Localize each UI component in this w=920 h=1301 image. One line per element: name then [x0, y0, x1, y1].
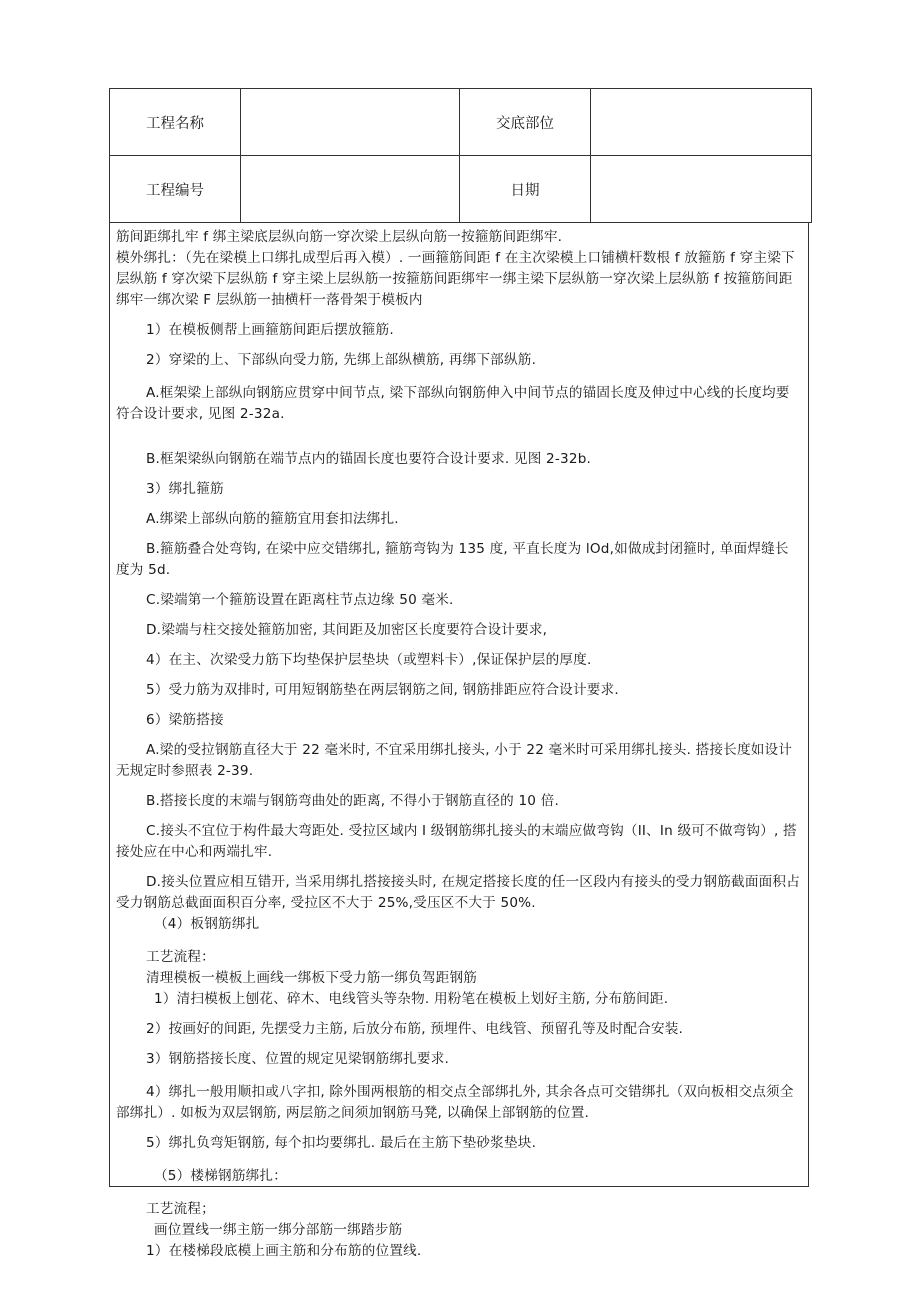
text-line: 1）在模板侧帮上画箍筋间距后摆放箍筋. — [146, 322, 394, 338]
text-line: 3）钢筋搭接长度、位置的规定见梁钢筋绑扎要求. — [146, 1051, 450, 1067]
text-line: （4）板钢筋绑扎 — [154, 916, 260, 932]
header-row-1 — [110, 89, 812, 156]
content-body — [109, 223, 809, 1259]
date-label: 日期 — [460, 156, 591, 223]
text-line: 4）在主、次梁受力筋下均垫保护层垫块（或塑料卡）,保证保护层的厚度. — [146, 652, 592, 668]
text-line: A.梁的受拉钢筋直径大于 22 毫米时, 不宜采用绑扎接头, 小于 22 毫米时可采用绑扎接头. 搭接长度如设计无规定时参照表 2-39. — [116, 742, 793, 779]
text-line: 2）穿梁的上、下部纵向受力筋, 先绑上部纵横筋, 再绑下部纵筋. — [146, 352, 537, 368]
text-line: 1）清扫模板上刨花、碎木、电线管头等杂物. 用粉笔在模板上划好主筋, 分布筋间距. — [154, 991, 669, 1007]
text-line: C.接头不宜位于构件最大弯距处. 受拉区域内 I 级钢筋绑扎接头的末端应做弯钩（II、In 级可不做弯钩）, 搭接处应在中心和两端扎牢. — [116, 823, 797, 860]
text-line: B.框架梁纵向钢筋在端节点内的锚固长度也要符合设计要求. 见图 2-32b. — [146, 451, 592, 467]
project-name-value — [241, 89, 460, 156]
text-line: C.梁端第一个箍筋设置在距离柱节点边缘 50 毫米. — [146, 592, 454, 608]
project-no-label: 工程编号 — [110, 156, 241, 223]
text-line: 模外绑扎：（先在梁模上口绑扎成型后再入模）. 一画箍筋间距 f 在主次梁模上口铺横杆数根 f 放箍筋 f 穿主梁下层纵筋 f 穿次梁下层纵筋 f 穿主梁上层纵筋一按箍筋间距绑牢一绑主梁下层纵筋一穿次梁上层纵筋 f 按箍筋间距绑牢一绑次梁 F 层纵筋一抽横杆一落骨架于模板内 — [116, 250, 795, 308]
text-line: 6）梁筋搭接 — [146, 712, 224, 728]
text-line: A.框架梁上部纵向钢筋应贯穿中间节点, 梁下部纵向钢筋伸入中间节点的锚固长度及伸过中心线的长度均要符合设计要求, 见图 2-32a. — [116, 385, 790, 422]
text-line: 5）绑扎负弯矩钢筋, 每个扣均要绑扎. 最后在主筋下垫砂浆垫块. — [146, 1135, 537, 1151]
text-line: 2）按画好的间距, 先摆受力主筋, 后放分布筋, 预埋件、电线管、预留孔等及时配合安装. — [146, 1021, 684, 1037]
text-line: 1）在楼梯段底模上画主筋和分布筋的位置线. — [146, 1243, 422, 1259]
header-table — [109, 88, 812, 223]
handover-part-value — [591, 89, 812, 156]
text-line: D.梁端与柱交接处箍筋加密, 其间距及加密区长度要符合设计要求, — [146, 622, 548, 638]
text-line: 清理模板一模板上画线一绑板下受力筋一绑负驾距钢筋 — [146, 970, 478, 986]
text-line: 筋间距绑扎牢 f 绑主梁底层纵向筋一穿次梁上层纵向筋一按箍筋间距绑牢. — [116, 229, 563, 245]
text-line: 4）绑扎一般用顺扣或八字扣, 除外围两根筋的相交点全部绑扎外, 其余各点可交错绑扎（双向板相交点须全部绑扎）. 如板为双层钢筋, 两层筋之间须加钢筋马凳, 以确保上部钢筋的位置. — [116, 1084, 794, 1121]
handover-sheet — [109, 88, 811, 1259]
project-name-label: 工程名称 — [110, 89, 241, 156]
project-no-value — [241, 156, 460, 223]
text-line: 工艺流程； — [146, 1201, 215, 1217]
text-line: 5）受力筋为双排时, 可用短钢筋垫在两层钢筋之间, 钢筋排距应符合设计要求. — [146, 682, 619, 698]
date-value — [591, 156, 812, 223]
text-line: （5）楼梯钢筋绑扎： — [154, 1168, 287, 1184]
handover-part-label: 交底部位 — [460, 89, 591, 156]
text-line: A.绑梁上部纵向筋的箍筋宜用套扣法绑扎. — [146, 511, 399, 527]
text-line: 3）绑扎箍筋 — [146, 481, 224, 497]
text-line: B.搭接长度的末端与钢筋弯曲处的距离, 不得小于钢筋直径的 10 倍. — [146, 793, 559, 809]
text-line: 画位置线一绑主筋一绑分部筋一绑踏步筋 — [154, 1222, 403, 1238]
header-row-2 — [110, 156, 812, 223]
text-line: B.箍筋叠合处弯钩, 在梁中应交错绑扎, 箍筋弯钩为 135 度, 平直长度为 lOd,如做成封闭箍时, 单面焊缝长度为 5d. — [116, 541, 789, 578]
text-line: D.接头位置应相互错开, 当采用绑扎搭接接头时, 在规定搭接长度的任一区段内有接头的受力钢筋截面面积占受力钢筋总截面面积百分率, 受拉区不大于 25%,受压区不大于 50%. — [116, 874, 800, 911]
text-line: 工艺流程： — [146, 949, 215, 965]
